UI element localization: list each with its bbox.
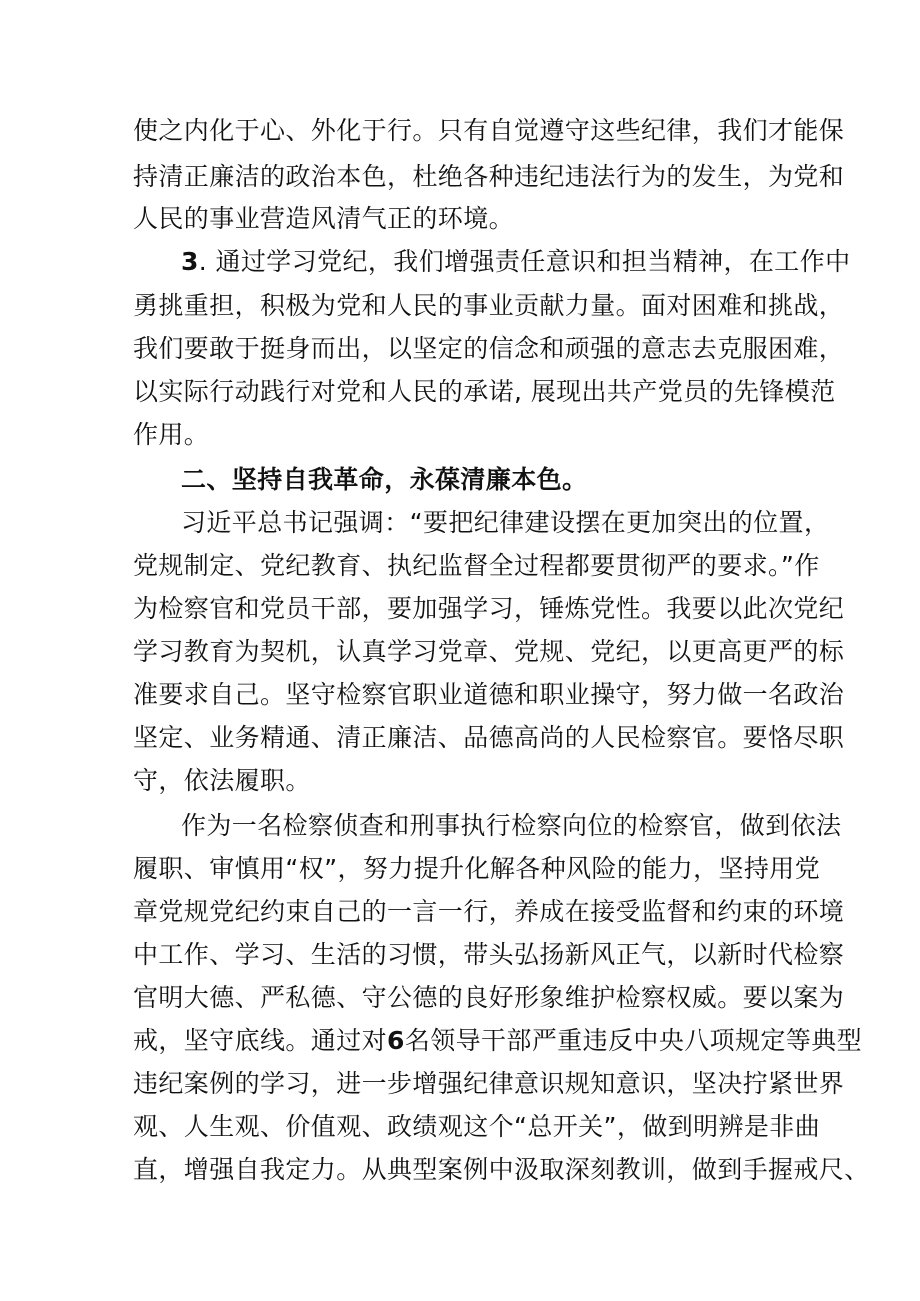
paragraph-line: 学习教育为契机，认真学习党章、党规、党纪，以更高更严的标 — [133, 637, 845, 666]
paragraph-text: . 通过学习党纪，我们增强责任意识和担当精神，在工作中 — [198, 247, 851, 276]
paragraph-line: 作为一名检察侦查和刑事执行检察向位的检察官，做到依法 — [181, 811, 842, 840]
paragraph-text: 戒，坚守底线。通过对 — [133, 1026, 388, 1055]
paragraph-line: 中工作、学习、生活的习惯，带头弘扬新风正气，以新时代检察 — [133, 940, 845, 969]
paragraph-line: 勇挑重担，积极为党和人民的事业贡献力量。面对困难和挑战， — [133, 291, 845, 320]
paragraph-line: 观、人生观、价值观、政绩观这个“总开关”，做到明辨是非曲 — [133, 1112, 821, 1141]
item-number: 3 — [181, 247, 199, 276]
paragraph-line: 我们要敢于挺身而出，以坚定的信念和顽强的意志去克服困难， — [133, 334, 845, 363]
case-count: 6 — [387, 1026, 405, 1055]
paragraph-line: 履职、审慎用“权”，努力提升化解各种风险的能力，坚持用党 — [133, 854, 821, 883]
paragraph-line: 人民的事业营造风清气正的环境。 — [133, 204, 515, 233]
paragraph-line: 习近平总书记强调：“要把纪律建设摆在更加突出的位置， — [181, 508, 830, 537]
paragraph-line: 以实际行动践行对党和人民的承诺, 展现出共产党员的先锋模范 — [133, 377, 836, 406]
paragraph-line: 直，增强自我定力。从典型案例中汲取深刻教训，做到手握戒尺、 — [133, 1155, 870, 1184]
paragraph-line: 章党规党纪约束自己的一言一行，养成在接受监督和约束的环境 — [133, 897, 845, 926]
section-heading: 二、坚持自我革命，永葆清廉本色。 — [181, 465, 588, 494]
paragraph-line: 官明大德、严私德、守公德的良好形象维护检察权威。要以案为 — [133, 983, 845, 1012]
paragraph-line: 坚定、业务精通、清正廉洁、品德高尚的人民检察官。要恪尽职 — [133, 723, 845, 752]
paragraph-line — [133, 1026, 863, 1056]
paragraph-line: 党规制定、党纪教育、执纪监督全过程都要贯彻严的要求。”作 — [133, 551, 820, 580]
paragraph-line: 持清正廉洁的政治本色，杜绝各种违纪违法行为的发生，为党和 — [133, 162, 845, 191]
numbered-paragraph-first-line — [181, 247, 861, 277]
paragraph-text: 名领导干部严重违反中央八项规定等典型 — [404, 1026, 863, 1055]
paragraph-line: 违纪案例的学习，进一步增强纪律意识规知意识，坚决拧紧世界 — [133, 1069, 845, 1098]
paragraph-line: 使之内化于心、外化于行。只有自觉遵守这些纪律，我们才能保 — [133, 116, 845, 145]
paragraph-line: 为检察官和党员干部，要加强学习，锤炼党性。我要以此次党纪 — [133, 594, 845, 623]
paragraph-line: 守，依法履职。 — [133, 766, 311, 795]
paragraph-line: 准要求自己。坚守检察官职业道德和职业操守，努力做一名政治 — [133, 680, 845, 709]
paragraph-line: 作用。 — [133, 420, 210, 449]
